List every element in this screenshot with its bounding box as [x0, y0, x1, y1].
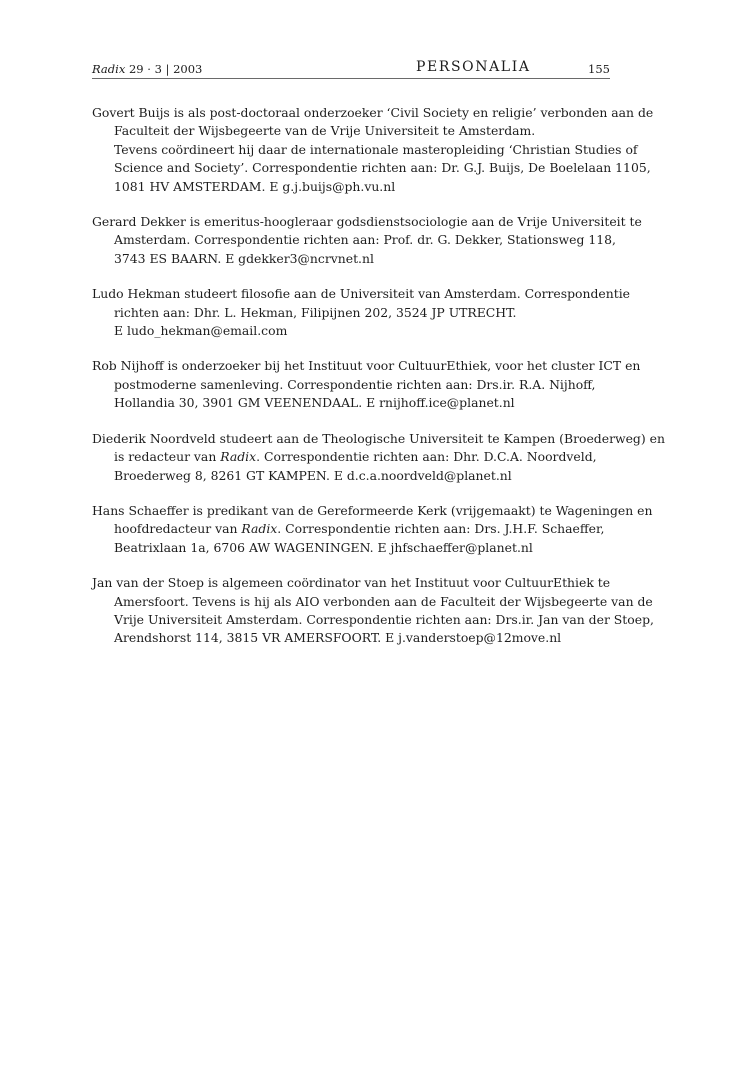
entry-line: Tevens coördineert hij daar de internationale masteropleiding ‘Christian Studies of: [114, 141, 638, 157]
section-title: PERSONALIA: [416, 59, 531, 75]
issue-number: 29 · 3 | 2003: [128, 62, 203, 76]
entry-ludo-hekman: [92, 285, 631, 340]
entry-line: Vrije Universiteit Amsterdam. Correspondentie richten aan: Drs.ir. Jan van der Stoep,: [114, 611, 654, 627]
document-page: [92, 58, 665, 646]
journal-name-inline: Radix: [241, 521, 278, 537]
entry-line: Beatrixlaan 1a, 6706 AW WAGENINGEN. E jhfschaeffer@planet.nl: [114, 539, 533, 555]
entry-gerard-dekker: [92, 213, 642, 268]
journal-name: Radix: [92, 62, 126, 76]
entry-line: 3743 ES BAARN. E gdekker3@ncrvnet.nl: [114, 250, 374, 266]
entry-line: Hollandia 30, 3901 GM VEENENDAAL. E rnijhoff.ice@planet.nl: [114, 395, 515, 411]
entry-line: 1081 HV AMSTERDAM. E g.j.buijs@ph.vu.nl: [114, 178, 396, 194]
entry-line: Arendshorst 114, 3815 VR AMERSFOORT. E j.vanderstoep@12move.nl: [114, 630, 562, 646]
entry-line: Gerard Dekker is emeritus-hoogleraar godsdienstsociologie aan de Vrije Universiteit te: [92, 214, 642, 230]
entry-line: Diederik Noordveld studeert aan de Theologische Universiteit te Kampen (Broederweg) en: [92, 430, 665, 446]
entry-line: Ludo Hekman studeert filosofie aan de Universiteit van Amsterdam. Correspondentie: [92, 286, 631, 302]
journal-name-inline: Radix: [220, 449, 257, 465]
entry-rob-nijhoff: [92, 357, 641, 412]
entry-line: richten aan: Dhr. L. Hekman, Filipijnen 202, 3524 JP UTRECHT.: [114, 304, 517, 320]
entry-line: Amsterdam. Correspondentie richten aan: Prof. dr. G. Dekker, Stationsweg 118,: [114, 232, 616, 248]
entry-line: Jan van der Stoep is algemeen coördinator van het Instituut voor CultuurEthiek te: [92, 575, 611, 591]
entry-jan-van-der-stoep: [92, 574, 654, 648]
entry-diederik-noordveld: [92, 430, 665, 485]
entry-line: E ludo_hekman@email.com: [114, 323, 288, 339]
entry-line: hoofdredacteur van Radix. Correspondentie richten aan: Drs. J.H.F. Schaeffer,: [114, 521, 605, 537]
journal-issue: [92, 62, 202, 76]
entry-line: Science and Society’. Correspondentie richten aan: Dr. G.J. Buijs, De Boelelaan 1105,: [114, 160, 651, 176]
entry-line: Faculteit der Wijsbegeerte van de Vrije Universiteit te Amsterdam.: [114, 123, 536, 139]
entry-govert-buijs: [92, 104, 654, 196]
page-number: 155: [588, 62, 610, 76]
personalia-list: [92, 104, 665, 665]
entry-line: Amersfoort. Tevens is hij als AIO verbonden aan de Faculteit der Wijsbegeerte van de: [114, 593, 653, 609]
running-header: [92, 58, 610, 79]
entry-line: Broederweg 8, 8261 GT KAMPEN. E d.c.a.noordveld@planet.nl: [114, 467, 512, 483]
entry-line: Govert Buijs is als post-doctoraal onderzoeker ‘Civil Society en religie’ verbonden aan de: [92, 105, 654, 120]
entry-line: Rob Nijhoff is onderzoeker bij het Instituut voor CultuurEthiek, voor het cluster ICT en: [92, 358, 641, 374]
entry-line: is redacteur van Radix. Correspondentie richten aan: Dhr. D.C.A. Noordveld,: [114, 449, 597, 465]
entry-line: Hans Schaeffer is predikant van de Gereformeerde Kerk (vrijgemaakt) te Wageningen en: [92, 502, 653, 518]
entry-line: postmoderne samenleving. Correspondentie richten aan: Drs.ir. R.A. Nijhoff,: [114, 376, 596, 392]
entry-hans-schaeffer: [92, 502, 653, 557]
